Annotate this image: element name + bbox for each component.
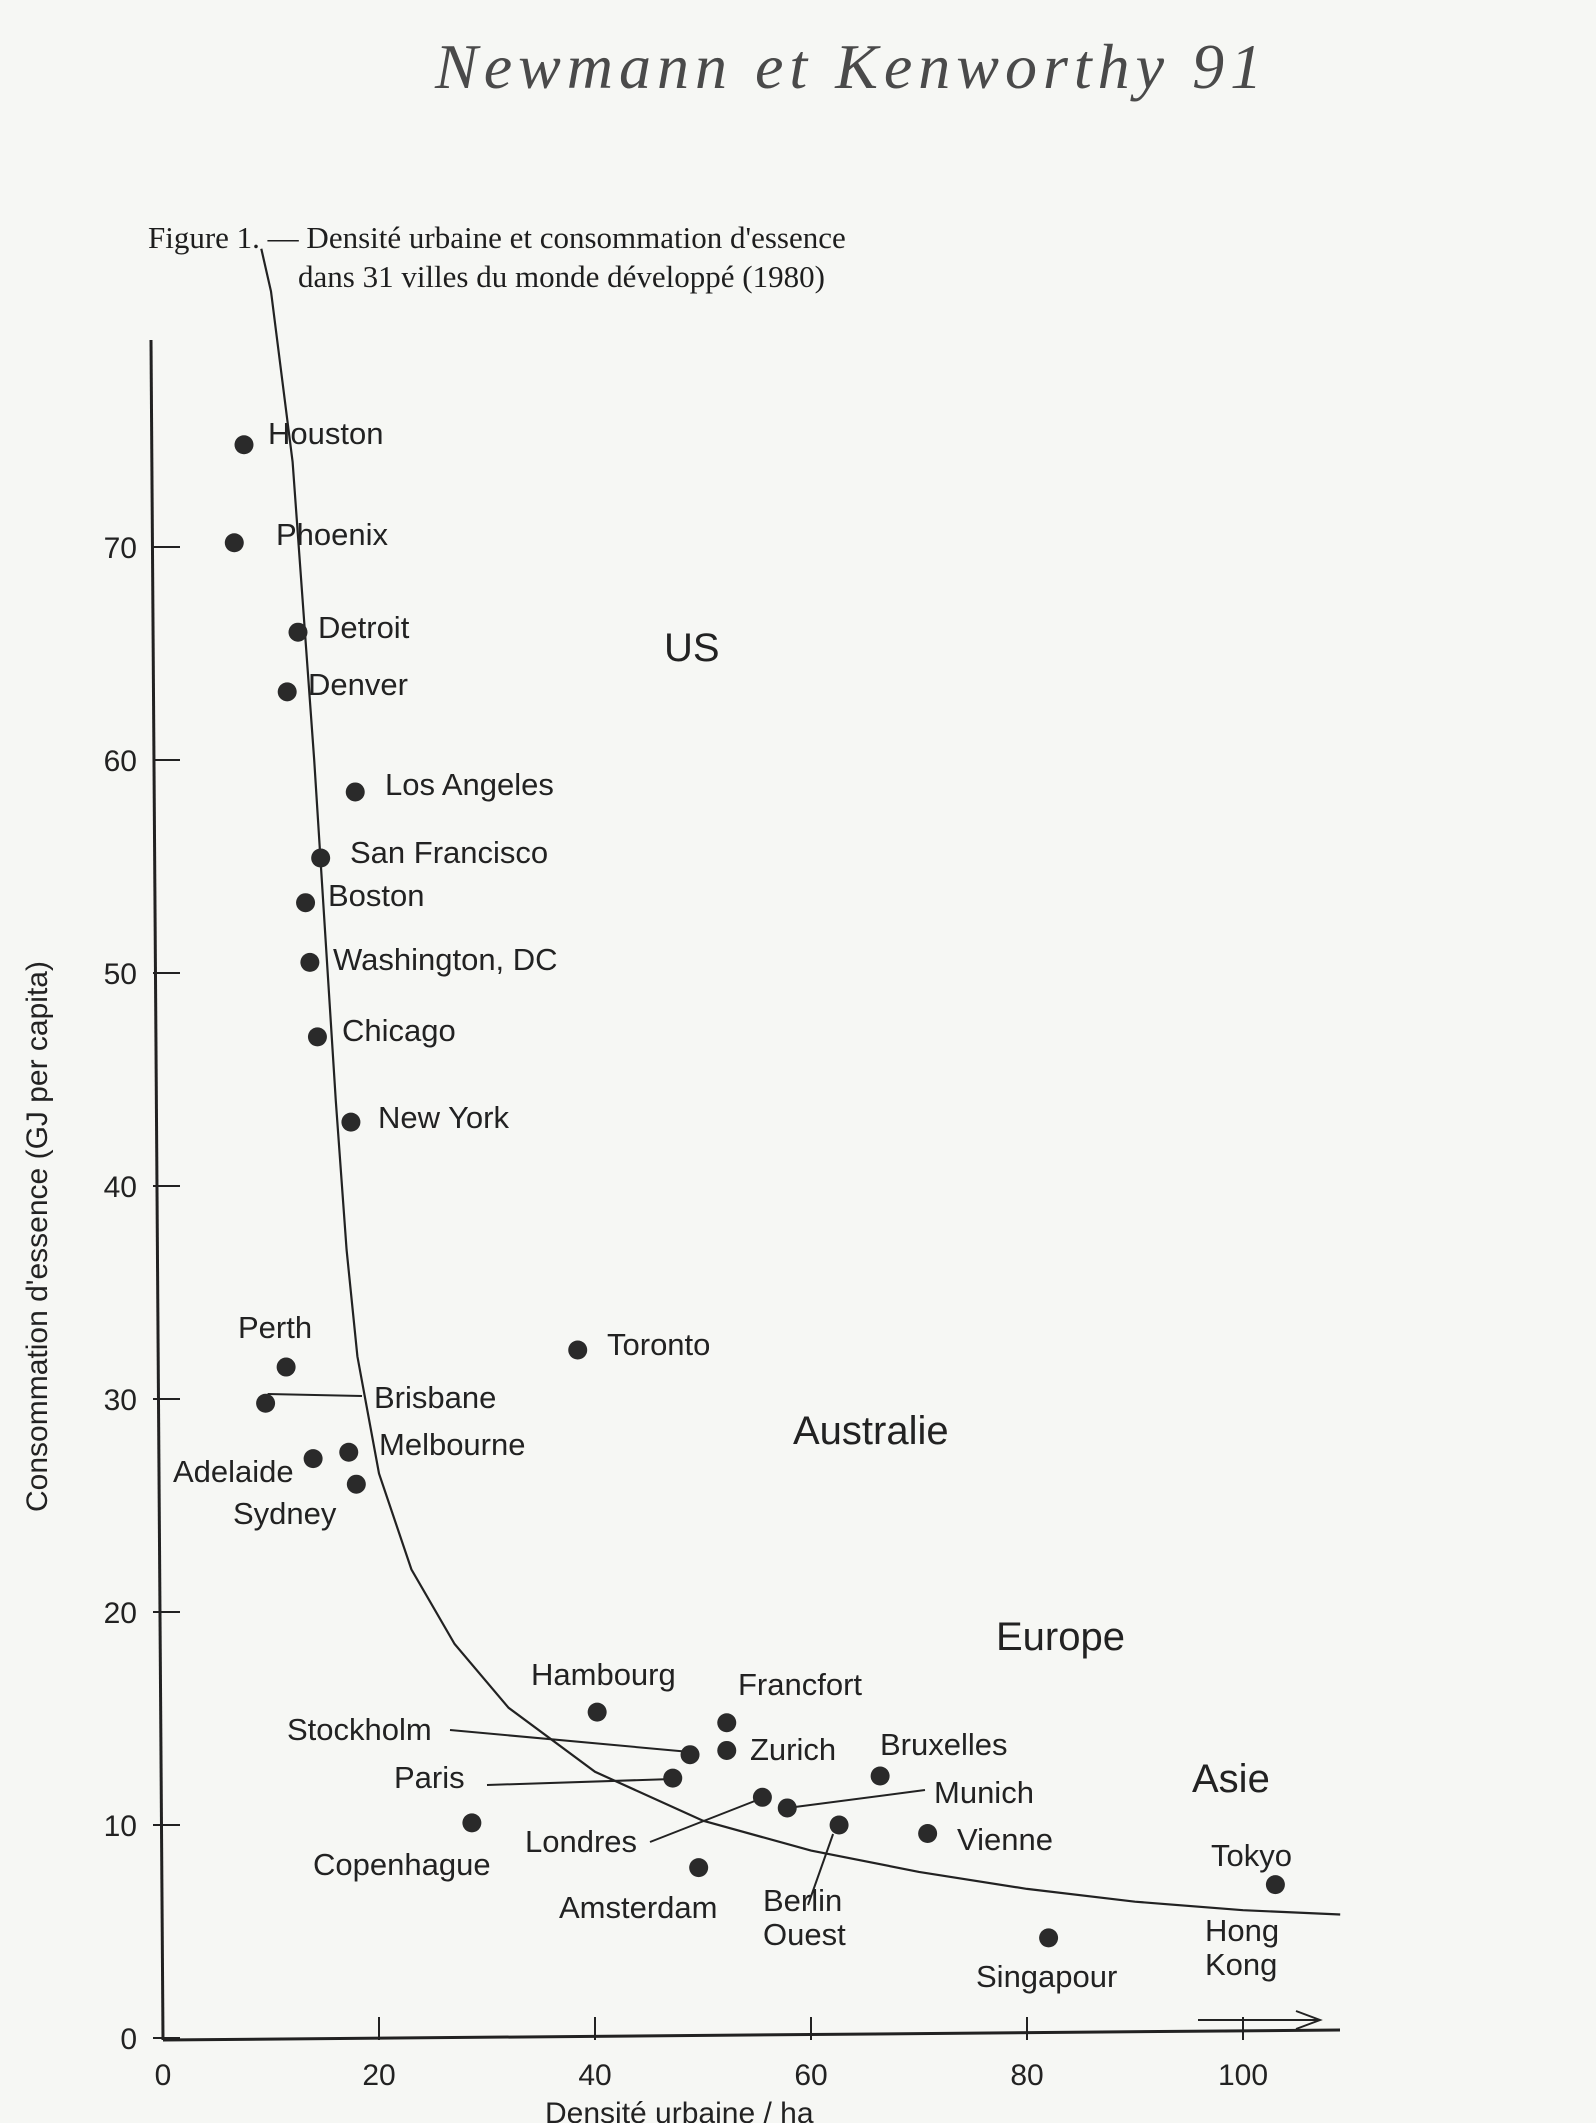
- point-label: Francfort: [738, 1667, 863, 1702]
- point-label: Berlin Ouest: [763, 1883, 846, 1952]
- y-tick-label: 60: [103, 745, 137, 778]
- point-label: Vienne: [957, 1822, 1053, 1857]
- point-label: Los Angeles: [385, 767, 554, 802]
- region-label: Europe: [996, 1615, 1125, 1659]
- point-label: Sydney: [233, 1496, 337, 1531]
- data-point: [346, 782, 365, 801]
- point-label: Munich: [934, 1775, 1034, 1810]
- region-label: Australie: [793, 1409, 949, 1453]
- point-label: Copenhague: [313, 1847, 491, 1882]
- y-tick-label: 10: [103, 1810, 137, 1843]
- hong-kong-arrow: [1198, 2011, 1320, 2029]
- data-point: [300, 953, 319, 972]
- y-tick-label: 40: [103, 1171, 137, 1204]
- handwritten-note: Newmann et Kenworthy 91: [435, 31, 1269, 102]
- point-label: Adelaide: [173, 1454, 294, 1489]
- point-label: Detroit: [318, 610, 410, 645]
- x-tick-label: 80: [1010, 2059, 1044, 2092]
- x-tick-label: 40: [578, 2059, 612, 2092]
- data-point: [235, 435, 254, 454]
- y-axis-label: Consommation d'essence (GJ per capita): [21, 961, 54, 1512]
- data-point: [681, 1745, 700, 1764]
- point-label: Phoenix: [276, 517, 389, 552]
- point-label: Toronto: [607, 1327, 711, 1362]
- point-label: Brisbane: [374, 1380, 497, 1415]
- point-label: Houston: [268, 416, 384, 451]
- data-point: [871, 1767, 890, 1786]
- leader-line: [787, 1790, 925, 1808]
- data-point: [1266, 1875, 1285, 1894]
- y-tick-label: 0: [120, 2023, 137, 2056]
- point-label: Bruxelles: [880, 1727, 1008, 1762]
- point-label: Hambourg: [531, 1657, 676, 1692]
- leader-line: [268, 1394, 362, 1396]
- data-point: [225, 533, 244, 552]
- data-point: [347, 1475, 366, 1494]
- x-tick-label: 100: [1217, 2059, 1269, 2092]
- point-label: Melbourne: [379, 1427, 526, 1462]
- data-point: [311, 848, 330, 867]
- point-label: Boston: [328, 878, 425, 913]
- data-point: [304, 1449, 323, 1468]
- point-label: Amsterdam: [559, 1890, 718, 1925]
- y-tick-label: 50: [103, 958, 137, 991]
- point-label: Stockholm: [287, 1712, 432, 1747]
- y-tick-label: 70: [103, 532, 137, 565]
- point-label: Hong Kong: [1205, 1913, 1280, 1982]
- point-label: Singapour: [976, 1959, 1118, 1994]
- point-label: Denver: [308, 667, 408, 702]
- point-label: Tokyo: [1211, 1838, 1292, 1873]
- data-point: [717, 1741, 736, 1760]
- fitted-curve: [261, 249, 1340, 1915]
- point-label: Perth: [238, 1310, 313, 1345]
- leader-line: [487, 1779, 673, 1785]
- chart-title-line1: Figure 1. — Densité urbaine et consommation d'essence: [148, 220, 846, 255]
- data-point: [663, 1769, 682, 1788]
- point-label: Londres: [525, 1824, 638, 1859]
- x-tick-label: 0: [154, 2059, 172, 2092]
- data-point: [289, 623, 308, 642]
- data-point: [256, 1394, 275, 1413]
- region-label: US: [664, 626, 720, 670]
- point-label: Paris: [394, 1760, 465, 1795]
- data-point: [753, 1788, 772, 1807]
- leader-line: [450, 1730, 690, 1752]
- point-label: Chicago: [342, 1013, 456, 1048]
- data-point: [689, 1858, 708, 1877]
- data-point: [717, 1713, 736, 1732]
- data-point: [339, 1443, 358, 1462]
- data-point: [296, 893, 315, 912]
- data-point: [568, 1341, 587, 1360]
- data-point: [277, 1358, 296, 1377]
- region-label: Asie: [1192, 1757, 1270, 1801]
- y-axis: [151, 340, 163, 2040]
- data-point: [918, 1824, 937, 1843]
- point-label: Washington, DC: [333, 942, 558, 977]
- data-point: [778, 1798, 797, 1817]
- data-point: [1039, 1928, 1058, 1947]
- point-label: New York: [378, 1100, 509, 1135]
- data-point: [462, 1813, 481, 1832]
- point-label: Zurich: [750, 1732, 837, 1767]
- y-tick-label: 30: [103, 1384, 137, 1417]
- data-point: [341, 1113, 360, 1132]
- data-point: [308, 1027, 327, 1046]
- chart-title-line2: dans 31 villes du monde développé (1980): [298, 259, 825, 294]
- x-tick-label: 20: [362, 2059, 396, 2092]
- data-point: [588, 1703, 607, 1722]
- y-tick-label: 20: [103, 1597, 137, 1630]
- x-tick-label: 60: [794, 2059, 828, 2092]
- x-axis: [163, 2030, 1340, 2040]
- data-point: [278, 682, 297, 701]
- x-axis-label: Densité urbaine / ha: [545, 2097, 814, 2123]
- point-label: San Francisco: [350, 835, 549, 870]
- data-point: [830, 1816, 849, 1835]
